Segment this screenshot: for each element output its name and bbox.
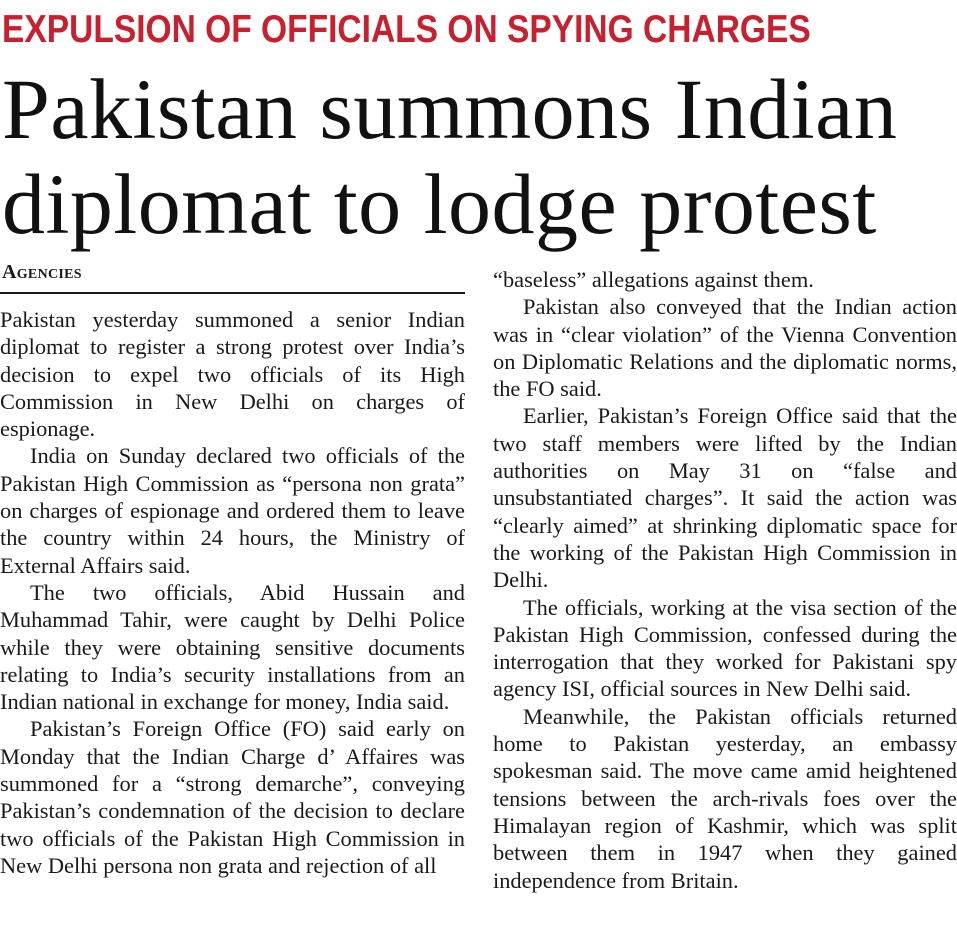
paragraph: Pakistan yesterday summoned a senior Indian diplomat to register a strong protest over India’s decision to expel two officials of its High Commission in New Delhi on charges of espionage. <box>0 307 465 442</box>
paragraph: Meanwhile, the Pakistan officials returned home to Pakistan yesterday, an embassy spokesman said. The move came amid heightened tensions between the arch-rivals foes over the Himalayan region of Kashmir, which was split between them in 1947 when they gained independence from Britain. <box>493 703 957 893</box>
paragraph: Pakistan’s Foreign Office (FO) said early on Monday that the Indian Charge d’ Affaires was summoned for a “strong demarche”, conveying Pakistan’s condemnation of the decision to declare two officials of the Pakistan High Commission in New Delhi persona non grata and rejection of all <box>0 716 465 878</box>
article-kicker: EXPULSION OF OFFICIALS ON SPYING CHARGES <box>2 8 811 51</box>
paragraph: India on Sunday declared two officials of the Pakistan High Commission as “persona non grata” on charges of espionage and ordered them to leave the country within 24 hours, the Ministry of External Affairs said. <box>0 443 465 578</box>
byline-divider <box>0 292 465 294</box>
article-column-right <box>493 266 957 894</box>
paragraph: Pakistan also conveyed that the Indian action was in “clear violation” of the Vienna Convention on Diplomatic Relations and the diplomatic norms, the FO said. <box>493 294 957 402</box>
paragraph: The two officials, Abid Hussain and Muhammad Tahir, were caught by Delhi Police while they were obtaining sensitive documents relating to India’s security installations from an Indian national in exchange for money, India said. <box>0 579 465 715</box>
article-headline <box>2 62 897 252</box>
article-column-left <box>0 306 465 879</box>
paragraph: The officials, working at the visa section of the Pakistan High Commission, confessed during the interrogation that they worked for Pakistani spy agency ISI, official sources in New Delhi said. <box>493 594 957 702</box>
headline-line-1: Pakistan summons Indian <box>2 61 898 157</box>
headline-line-2: diplomat to lodge protest <box>2 156 877 252</box>
paragraph: Earlier, Pakistan’s Foreign Office said that the two staff members were lifted by the Indian authorities on May 31 on “false and unsubstantiated charges”. It said the action was “clearly aimed” at shrinking diplomatic space for the working of the Pakistan High Commission in Delhi. <box>493 403 957 593</box>
paragraph: “baseless” allegations against them. <box>493 267 814 292</box>
article-byline: Agencies <box>2 261 82 283</box>
